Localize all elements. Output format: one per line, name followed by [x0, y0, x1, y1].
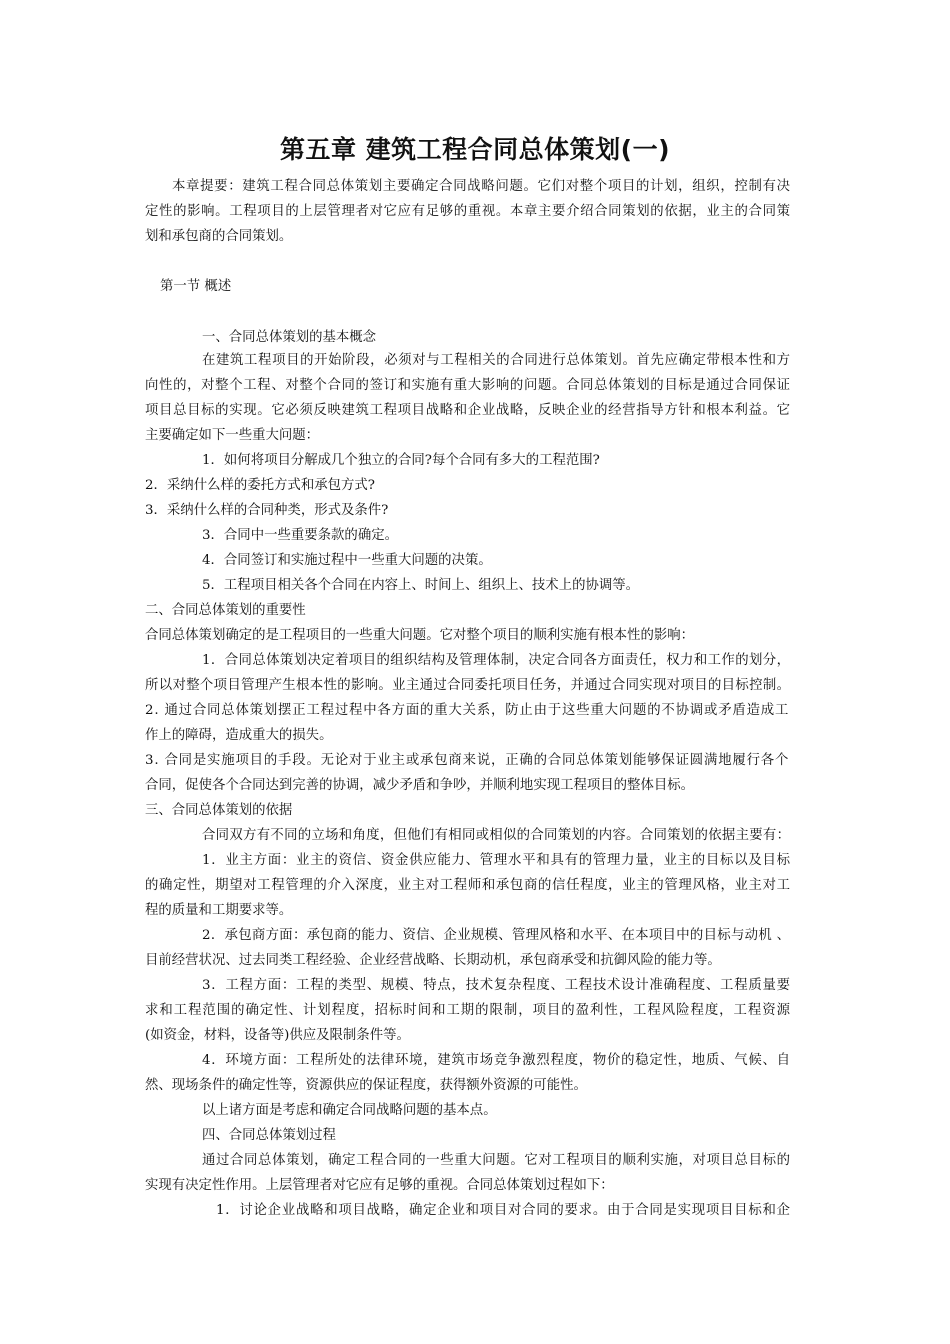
text-line: 划和承包商的合同策划。 — [145, 229, 293, 244]
text-line: 4．合同签订和实施过程中一些重大问题的决策。 — [202, 553, 492, 568]
text-line: 二、合同总体策划的重要性 — [145, 603, 306, 618]
text-line: 目前经营状况、过去同类工程经验、企业经营战略、长期动机，承包商承受和抗御风险的能力等。 — [145, 953, 721, 968]
text-line: 1．如何将项目分解成几个独立的合同?每个合同有多大的工程范围? — [202, 453, 600, 468]
text-line: 三、合同总体策划的依据 — [145, 803, 293, 818]
text-line: 求和工程范围的确定性、计划程度，招标时间和工期的限制，项目的盈利性，工程风险程度，工程资源 — [145, 1003, 791, 1018]
text-line: 2．采纳什么样的委托方式和承包方式? — [145, 478, 375, 493]
text-line: 3．合同中一些重要条款的确定。 — [202, 528, 398, 543]
text-line: 在建筑工程项目的开始阶段，必须对与工程相关的合同进行总体策划。首先应确定带根本性和方 — [202, 353, 791, 368]
text-line: 通过合同总体策划，确定工程合同的一些重大问题。它对工程项目的顺利实施，对项目总目标的 — [202, 1153, 791, 1168]
text-line: 以上诸方面是考虑和确定合同战略问题的基本点。 — [202, 1103, 497, 1118]
text-line: 5．工程项目相关各个合同在内容上、时间上、组织上、技术上的协调等。 — [202, 578, 640, 593]
text-line: 然、现场条件的确定性等，资源供应的保证程度，获得额外资源的可能性。 — [145, 1078, 587, 1093]
text-line: 4．环境方面：工程所处的法律环境，建筑市场竞争激烈程度，物价的稳定性，地质、气候、自 — [202, 1053, 791, 1068]
text-line: 3．采纳什么样的合同种类，形式及条件? — [145, 503, 389, 518]
text-line: 四、合同总体策划过程 — [202, 1128, 336, 1143]
text-line: 作上的障碍，造成重大的损失。 — [145, 728, 333, 743]
text-line: 1．业主方面：业主的资信、资金供应能力、管理水平和具有的管理力量，业主的目标以及目标 — [202, 853, 791, 868]
text-line: 实现有决定性作用。上层管理者对它应有足够的重视。合同总体策划过程如下： — [145, 1178, 614, 1193]
chapter-title: 第五章 建筑工程合同总体策划(一) — [279, 135, 671, 164]
text-line: 1．讨论企业战略和项目战略，确定企业和项目对合同的要求。由于合同是实现项目目标和企 — [216, 1203, 791, 1218]
text-line: (如资金，材料，设备等)供应及限制条件等。 — [145, 1028, 410, 1043]
text-line: 第一节 概述 — [160, 279, 232, 294]
text-line: 定性的影响。工程项目的上层管理者对它应有足够的重视。本章主要介绍合同策划的依据，业主的合同策 — [145, 204, 791, 219]
text-line: 向性的，对整个工程、对整个合同的签订和实施有重大影响的问题。合同总体策划的目标是通过合同保证 — [145, 378, 791, 393]
text-line: 合同双方有不同的立场和角度，但他们有相同或相似的合同策划的内容。合同策划的依据主要有： — [202, 828, 791, 843]
text-line: 所以对整个项目管理产生根本性的影响。业主通过合同委托项目任务，并通过合同实现对项目的目标控制。 — [145, 678, 791, 693]
text-line: 合同总体策划确定的是工程项目的一些重大问题。它对整个项目的顺利实施有根本性的影响： — [145, 628, 695, 643]
text-line: 的确定性，期望对工程管理的介入深度，业主对工程师和承包商的信任程度，业主的管理风格，业主对工 — [145, 878, 791, 893]
text-line: 一、合同总体策划的基本概念 — [202, 330, 377, 345]
text-line: 本章提要：建筑工程合同总体策划主要确定合同战略问题。它们对整个项目的计划，组织，控制有决 — [172, 179, 791, 194]
text-line: 3．工程方面：工程的类型、规模、特点，技术复杂程度、工程技术设计准确程度、工程质量要 — [202, 978, 791, 993]
text-line: 2．承包商方面：承包商的能力、资信、企业规模、管理风格和水平、在本项目中的目标与动机 、 — [202, 928, 791, 943]
text-line: 合同，促使各个合同达到完善的协调，减少矛盾和争吵，并顺利地实现工程项目的整体目标。 — [145, 778, 695, 793]
text-line: 3. 合同是实施项目的手段。无论对于业主或承包商来说，正确的合同总体策划能够保证圆满地履行各个 — [145, 753, 790, 768]
text-line: 2. 通过合同总体策划摆正工程过程中各方面的重大关系，防止由于这些重大问题的不协调或矛盾造成工 — [145, 703, 790, 718]
text-line: 项目总目标的实现。它必须反映建筑工程项目战略和企业战略，反映企业的经营指导方针和根本利益。它 — [145, 403, 791, 418]
text-line: 程的质量和工期要求等。 — [145, 903, 293, 918]
text-line: 1．合同总体策划决定着项目的组织结构及管理体制，决定合同各方面责任，权力和工作的划分， — [202, 653, 791, 668]
text-line: 主要确定如下一些重大问题： — [145, 428, 320, 443]
